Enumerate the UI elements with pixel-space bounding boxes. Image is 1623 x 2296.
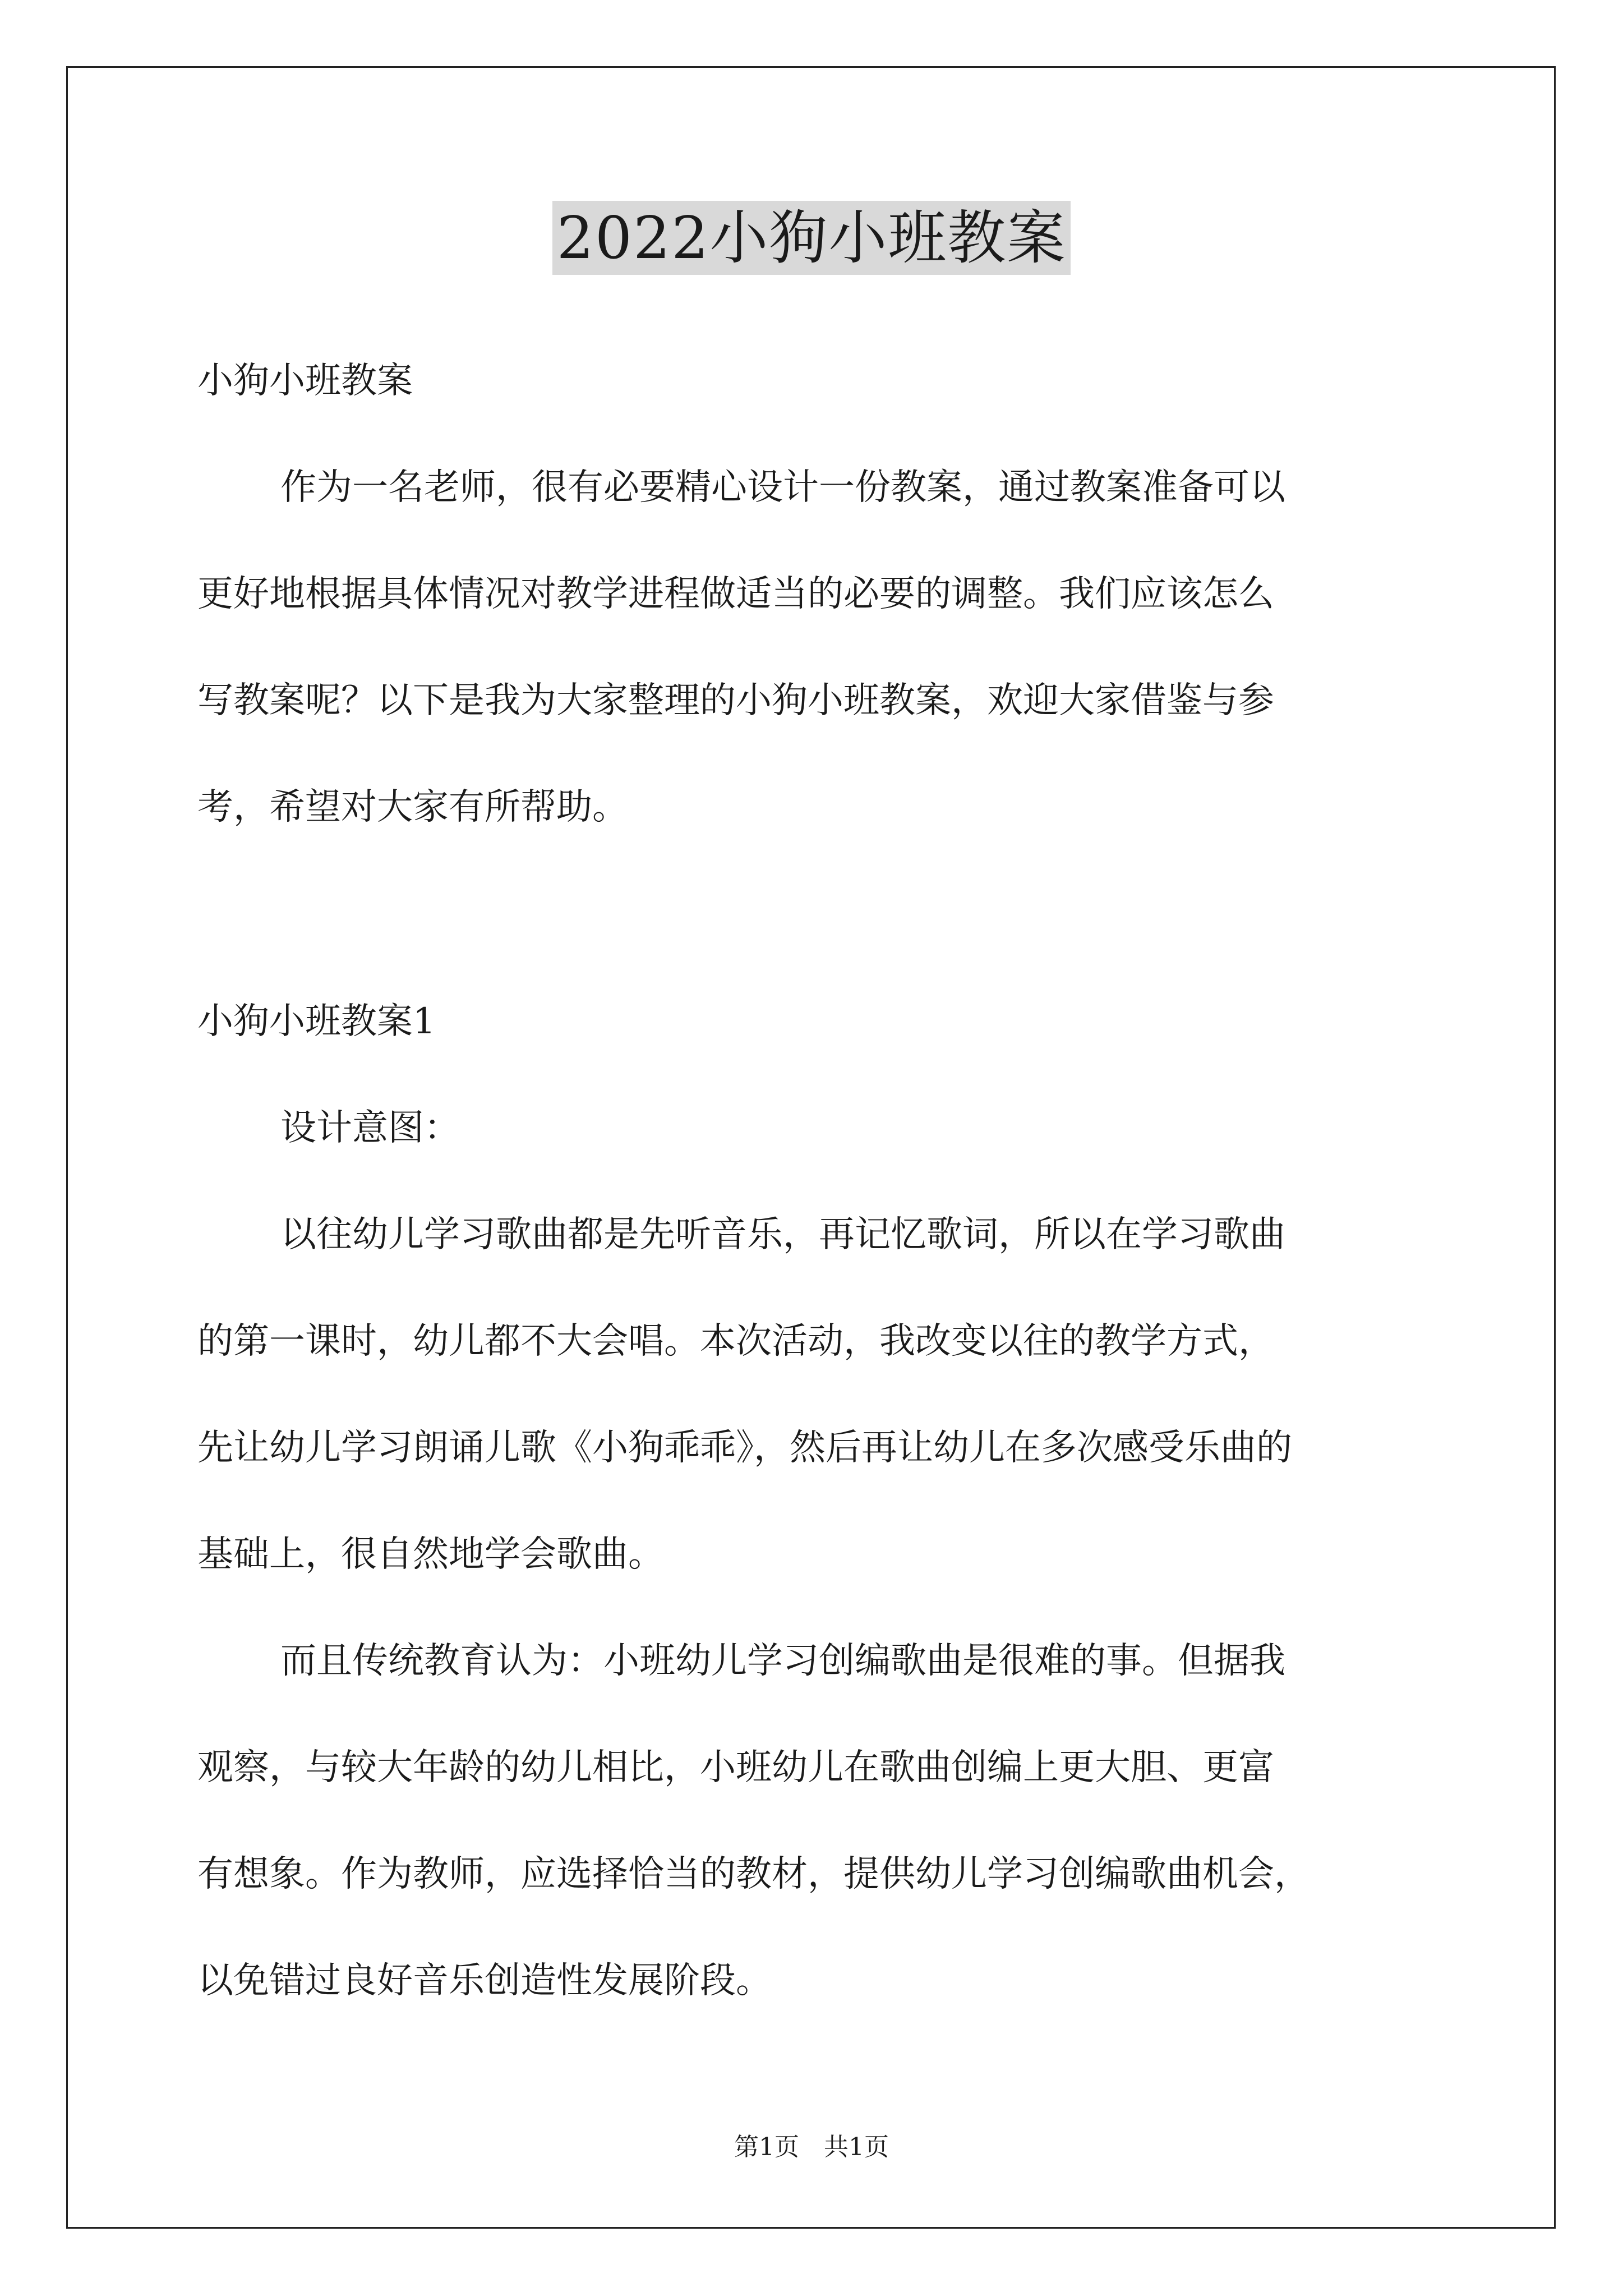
document-title-text: 2022小狗小班教案 (552, 201, 1071, 275)
paragraph-line: 基础上，很自然地学会歌曲。 (197, 1534, 664, 1575)
paragraph-line: 有想象。作为教师，应选择恰当的教材，提供幼儿学习创编歌曲机会， (197, 1853, 1310, 1895)
paragraph-line: 先让幼儿学习朗诵儿歌《小狗乖乖》，然后再让幼儿在多次感受乐曲的 (197, 1427, 1292, 1469)
intro-line: 作为一名老师，很有必要精心设计一份教案，通过教案准备可以 (280, 467, 1285, 508)
page-footer: 第1页 共1页 (734, 2133, 889, 2161)
section-heading: 小狗小班教案1 (197, 1001, 436, 1042)
intro-line: 写教案呢？以下是我为大家整理的小狗小班教案，欢迎大家借鉴与参 (197, 680, 1274, 721)
paragraph-line: 的第一课时，幼儿都不大会唱。本次活动，我改变以往的教学方式， (197, 1320, 1274, 1362)
subtitle: 小狗小班教案 (197, 360, 413, 402)
design-heading: 设计意图： (280, 1107, 460, 1149)
paragraph-line: 以往幼儿学习歌曲都是先听音乐，再记忆歌词，所以在学习歌曲 (280, 1214, 1285, 1255)
paragraph-line: 观察，与较大年龄的幼儿相比，小班幼儿在歌曲创编上更大胆、更富 (197, 1747, 1274, 1788)
paragraph-line: 以免错过良好音乐创造性发展阶段。 (197, 1960, 772, 2001)
document-title (0, 201, 1623, 279)
paragraph-line: 而且传统教育认为：小班幼儿学习创编歌曲是很难的事。但据我 (280, 1640, 1285, 1682)
intro-line: 更好地根据具体情况对教学进程做适当的必要的调整。我们应该怎么 (197, 573, 1274, 615)
intro-line: 考，希望对大家有所帮助。 (197, 786, 628, 828)
